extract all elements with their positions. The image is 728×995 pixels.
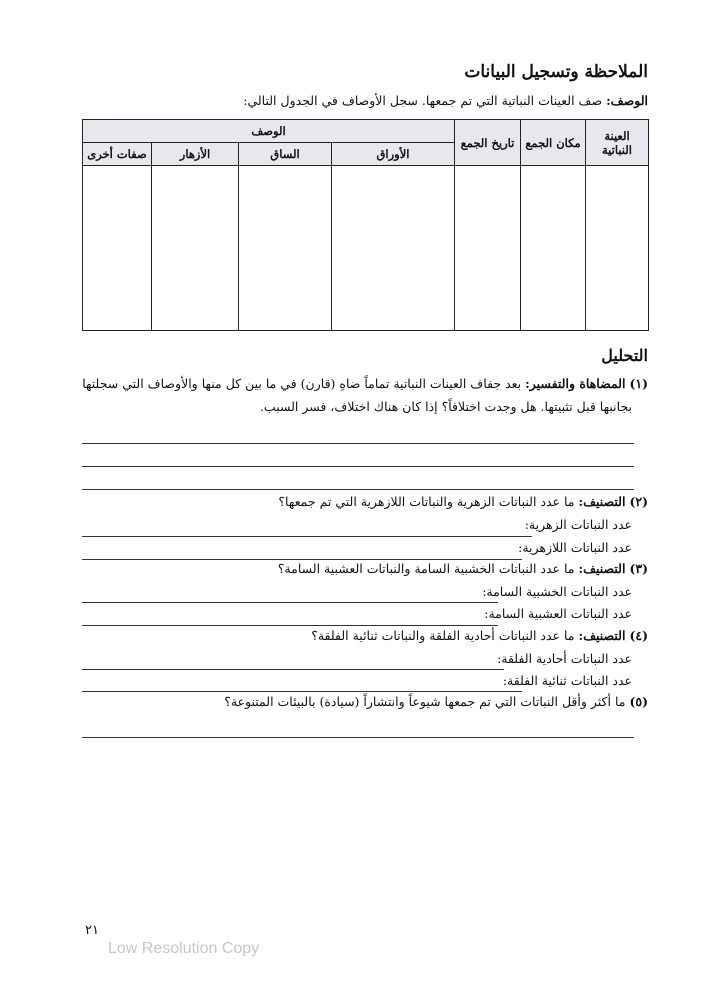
observation-table: [82, 119, 649, 331]
question-4-sub2: عدد النباتات ثنائية الفلقة:: [502, 673, 632, 688]
question-5-number: (٥): [629, 694, 648, 709]
question-5-text: ما أكثر وأقل النباتات التي تم جمعها شيوعاً وانتشاراً (سيادة) بالبيئات المتنوعة؟: [224, 694, 630, 709]
description-text: [243, 93, 648, 108]
header-description: الوصف: [83, 120, 455, 143]
cell-place[interactable]: [521, 166, 586, 331]
question-2: [278, 494, 648, 509]
question-3-text: ما عدد النباتات الخشبية السامة والنباتات العشبية السامة؟: [277, 561, 579, 576]
cell-date[interactable]: [455, 166, 521, 331]
question-2-sub1: عدد النباتات الزهرية:: [524, 517, 632, 532]
description-label: الوصف:: [606, 93, 648, 108]
description-body: صف العينات النباتية التي تم جمعها. سجل الأوصاف في الجدول التالي:: [243, 93, 607, 108]
header-stem: الساق: [239, 143, 332, 166]
cell-flowers[interactable]: [152, 166, 239, 331]
cell-sample[interactable]: [586, 166, 649, 331]
question-5: [224, 694, 648, 709]
watermark: Low Resolution Copy: [108, 940, 260, 957]
answer-line-q1-3[interactable]: [82, 489, 634, 490]
question-4: [311, 628, 648, 643]
question-3-number: (٣): [629, 561, 648, 576]
question-2-sub2: عدد النباتات اللازهرية:: [518, 540, 632, 555]
answer-line-q2-1[interactable]: [82, 536, 532, 537]
question-2-number: (٢): [629, 494, 648, 509]
answer-line-q4-2[interactable]: [82, 691, 522, 692]
question-3-label: التصنيف:: [578, 561, 626, 576]
header-sample-line2: النباتية: [602, 142, 632, 157]
question-4-number: (٤): [629, 628, 648, 643]
question-4-sub1: عدد النباتات أحادية الفلقة:: [497, 651, 632, 666]
header-date: تاريخ الجمع: [455, 120, 521, 166]
question-2-text: ما عدد النباتات الزهرية والنباتات اللازهرية التي تم جمعها؟: [278, 494, 579, 509]
question-1-number: (١): [629, 376, 648, 391]
header-other: صفات أخرى: [83, 143, 152, 166]
question-1-label: المضاهاة والتفسير:: [525, 376, 626, 391]
question-4-label: التصنيف:: [578, 628, 626, 643]
question-1-line1: بعد جفاف العينات النباتية تماماً ضاهِ (قارن) في ما بين كل منها والأوصاف التي سجلتها: [82, 376, 526, 391]
answer-line-q2-2[interactable]: [82, 559, 522, 560]
header-leaves: الأوراق: [332, 143, 455, 166]
question-1: [82, 376, 648, 391]
answer-line-q5[interactable]: [82, 737, 634, 738]
question-3-sub2: عدد النباتات العشبية السامة:: [484, 606, 632, 621]
page-title: الملاحظة وتسجيل البيانات: [464, 62, 648, 82]
answer-line-q4-1[interactable]: [82, 669, 504, 670]
header-flowers: الأزهار: [152, 143, 239, 166]
answer-line-q1-2[interactable]: [82, 466, 634, 467]
answer-line-q3-1[interactable]: [82, 602, 498, 603]
question-3-sub1: عدد النباتات الخشبية السامة:: [482, 584, 632, 599]
analysis-heading: التحليل: [601, 346, 648, 365]
question-1-line2: بجانبها قبل تثبيتها. هل وجدت اختلافاً؟ إذا كان هناك اختلاف، فسر السبب.: [259, 399, 632, 414]
header-sample: [586, 120, 649, 166]
cell-leaves[interactable]: [332, 166, 455, 331]
question-2-label: التصنيف:: [578, 494, 626, 509]
page-number: ٢١: [85, 923, 99, 938]
cell-stem[interactable]: [239, 166, 332, 331]
header-place: مكان الجمع: [521, 120, 586, 166]
question-4-text: ما عدد النباتات أحادية الفلقة والنباتات ثنائية الفلقة؟: [311, 628, 579, 643]
cell-other[interactable]: [83, 166, 152, 331]
answer-line-q3-2[interactable]: [82, 625, 498, 626]
header-sample-line1: العينة: [604, 128, 630, 143]
answer-line-q1-1[interactable]: [82, 443, 634, 444]
question-3: [278, 561, 648, 576]
